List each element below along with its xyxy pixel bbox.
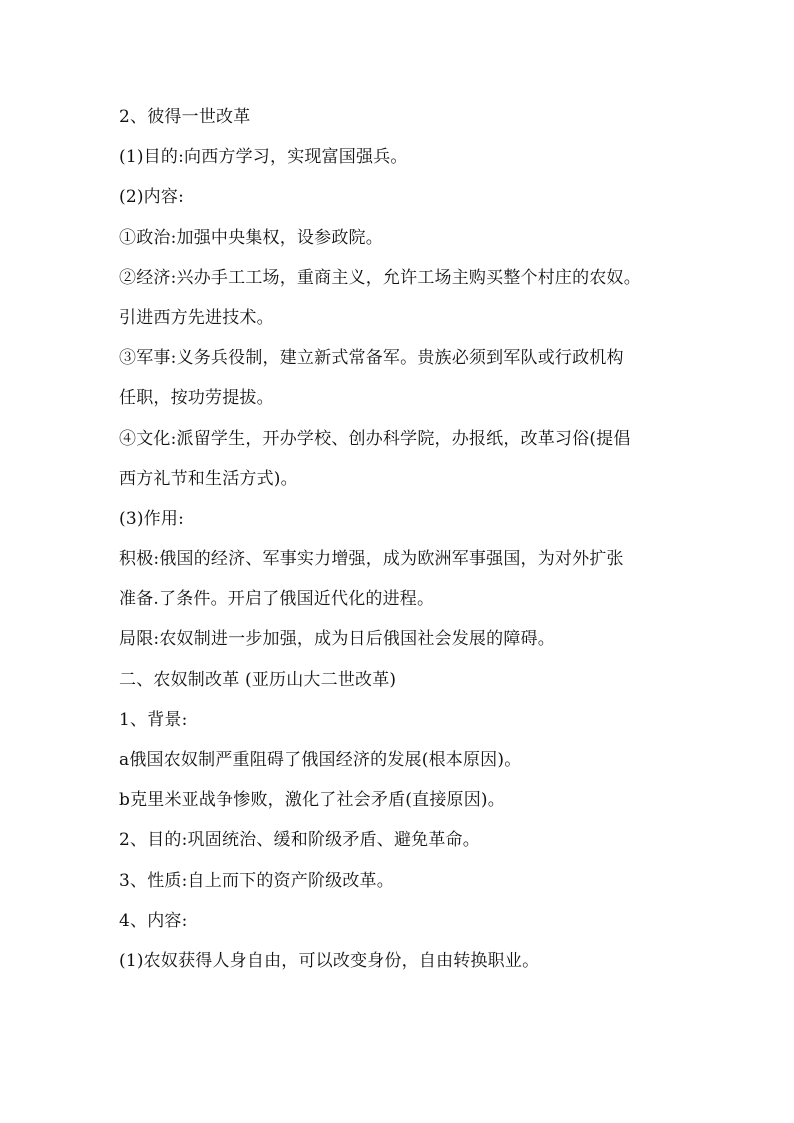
text-line: (1)目的:向西方学习，实现富国强兵。 xyxy=(119,147,408,168)
text-line: 4、内容: xyxy=(119,910,188,931)
text-line: 2、目的:巩固统治、缓和阶级矛盾、避免革命。 xyxy=(119,830,480,851)
text-line: 准备.了条件。开启了俄国近代化的进程。 xyxy=(119,589,435,610)
text-line: b克里米亚战争惨败，激化了社会矛盾(直接原因)。 xyxy=(119,790,505,811)
text-line: ④文化:派留学生，开办学校、创办科学院，办报纸，改革习俗(提倡 xyxy=(119,428,631,449)
section-heading-peter-reform: 2、彼得一世改革 xyxy=(119,107,251,127)
text-line: (3)作用: xyxy=(119,508,185,529)
text-line: (2)内容: xyxy=(119,187,185,208)
text-line: 积极:俄国的经济、军事实力增强，成为欧洲军事强国，为对外扩张 xyxy=(119,549,624,570)
text-line: ③军事:义务兵役制，建立新式常备军。贵族必须到军队或行政机构 xyxy=(119,348,624,369)
text-line: ①政治:加强中央集权，设参政院。 xyxy=(119,227,383,248)
section-heading-serf-reform: 二、农奴制改革 (亚历山大二世改革) xyxy=(119,669,397,690)
text-line: ②经济:兴办手工工场，重商主义，允许工场主购买整个村庄的农奴。 xyxy=(119,267,641,288)
text-line: 任职，按功劳提拔。 xyxy=(119,388,274,409)
text-line: 西方礼节和生活方式)。 xyxy=(119,468,298,489)
text-line: a俄国农奴制严重阻碍了俄国经济的发展(根本原因)。 xyxy=(119,750,522,770)
text-line: 1、背景: xyxy=(119,709,188,730)
text-line: 局限:农奴制进一步加强，成为日后俄国社会发展的障碍。 xyxy=(119,629,555,650)
text-line: 3、性质:自上而下的资产阶级改革。 xyxy=(119,870,394,891)
text-line: (1)农奴获得人身自由，可以改变身份，自由转换职业。 xyxy=(119,950,540,971)
text-line: 引进西方先进技术。 xyxy=(119,307,274,328)
document-body xyxy=(119,103,679,987)
